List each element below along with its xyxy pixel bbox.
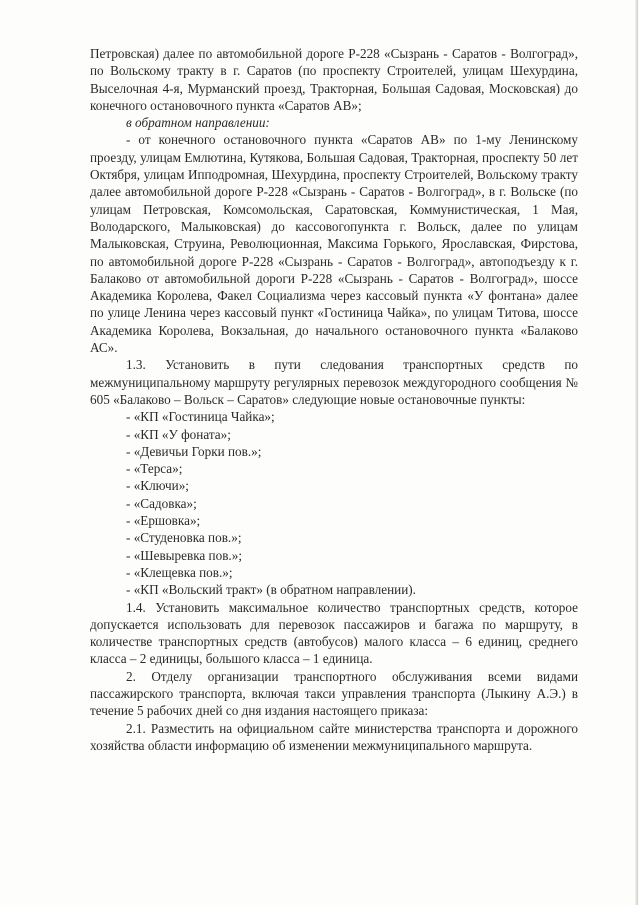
stop-item: - «КП «Гостиница Чайка»;	[126, 409, 275, 425]
stop-item: - «Шевыревка пов.»;	[126, 547, 242, 563]
stop-item: - «Девичьи Горки пов.»;	[126, 443, 262, 459]
stop-item: - «Клещевка пов.»;	[126, 564, 233, 580]
clause-2: 2. Отделу организации транспортного обслуживания всеми видами пассажирского транспорта, включая такси управления транспорта (Лыкину А.Э.) в течение 5 рабочих дней со дня издания настоящего приказа:	[90, 668, 578, 719]
route-forward-continuation: Петровская) далее по автомобильной дороге Р-228 «Сызрань - Саратов - Волгоград», по Вольскому тракту в г. Саратов (по проспекту Строителей, улицам Шехурдина, Выселочная 4-я, Мурманский проезд, Тракторная, Большая Садовая, Московская) до конечного остановочного пункта «Саратов АВ»;	[90, 46, 578, 113]
reverse-direction-label: в обратном направлении:	[126, 115, 270, 131]
stop-item: - «КП «Вольский тракт» (в обратном направлении).	[126, 582, 416, 598]
document-body	[90, 45, 578, 754]
stop-item: - «КП «У фоната»;	[126, 426, 231, 442]
clause-2-1: 2.1. Разместить на официальном сайте министерства транспорта и дорожного хозяйства области информацию об изменении межмуниципального маршрута.	[90, 720, 578, 753]
stops-list	[90, 408, 578, 598]
stop-item: - «Садовка»;	[126, 495, 197, 511]
stop-item: - «Терса»;	[126, 461, 183, 477]
stop-item: - «Ключи»;	[126, 478, 189, 494]
stop-item: - «Студеновка пов.»;	[126, 530, 242, 546]
page-edge-shadow	[635, 0, 638, 905]
route-reverse-paragraph: - от конечного остановочного пункта «Саратов АВ» по 1-му Ленинскому проезду, улицам Емлютина, Кутякова, Большая Садовая, Тракторная, проспекту 50 лет Октября, улицам Ипподромная, Шехурдина, проспекту Строителей, Вольскому тракту далее автомобильной дороге Р-228 «Сызрань - Саратов - Волгоград», в г. Вольске (по улицам Петровская, Комсомольская, Саратовская, Коммунистическая, 1 Мая, Володарского, Малыковская) до кассовогопункта г. Вольск, далее по улицам Малыковская, Струина, Революционная, Максима Горького, Ярославская, Фирстова, по автомобильной дороге Р-228 «Сызрань - Саратов - Волгоград», автоподъезду к г. Балаково от автомобильной дороги Р-228 «Сызрань - Саратов - Волгоград», шоссе Академика Королева, Факел Социализма через кассовый пункта «У фонтана» далее по улице Ленина через кассовый пункт «Гостиница Чайка», по улицам Титова, шоссе Академика Королева, Вокзальная, до начального остановочного пункта «Балаково АС».	[90, 132, 578, 356]
stop-item: - «Ершовка»;	[126, 513, 201, 529]
clause-1-4: 1.4. Установить максимальное количество транспортных средств, которое допускается использовать для перевозок пассажиров и багажа по маршруту, в количестве транспортных средств (автобусов) малого класса – 6 единиц, среднего класса – 2 единицы, большого класса – 1 единица.	[90, 599, 578, 667]
clause-1-3: 1.3. Установить в пути следования транспортных средств по межмуниципальному маршруту регулярных перевозок междугородного сообщения № 605 «Балаково – Вольск – Саратов» следующие новые остановочные пункты:	[90, 357, 578, 407]
